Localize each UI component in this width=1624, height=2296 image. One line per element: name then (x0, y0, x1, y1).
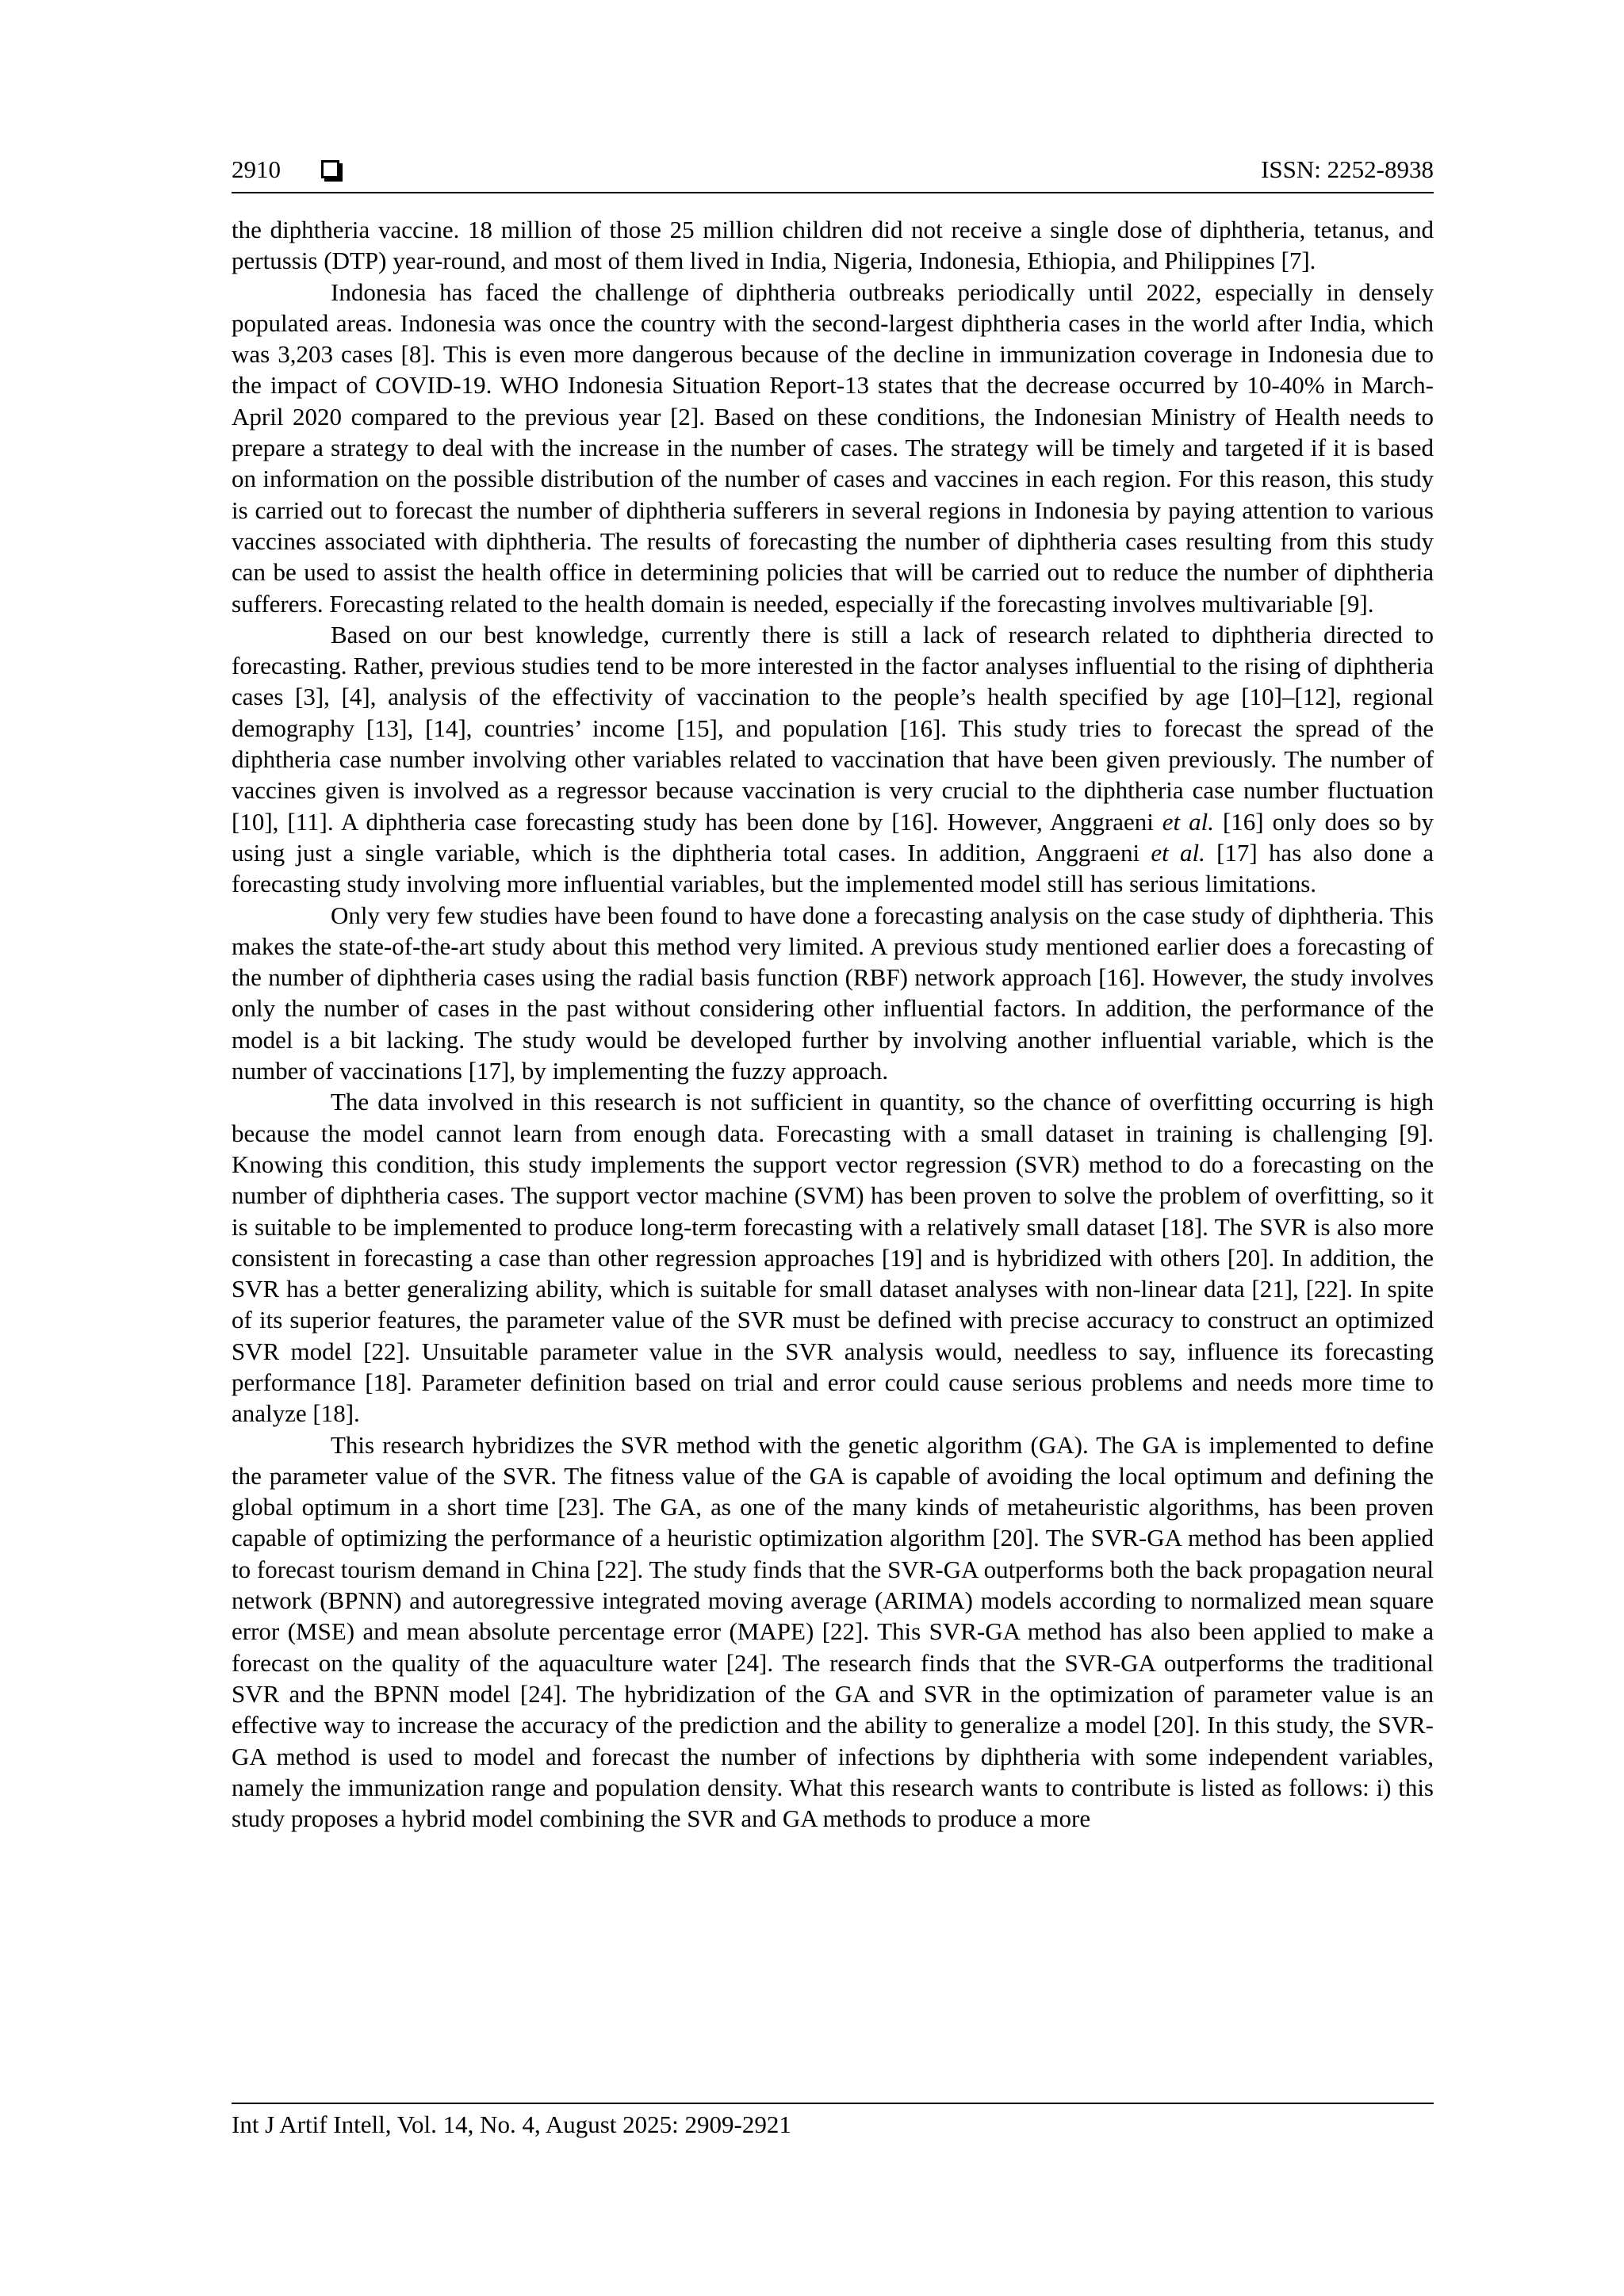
square-bullet-icon (321, 160, 339, 178)
paragraph-svr-ga-hybrid: This research hybridizes the SVR method with the genetic algorithm (GA). The GA is implemented to define the parameter value of the SVR. The fitness value of the GA is capable of avoiding the local optimum and defining the global optimum in a short time [23]. The GA, as one of the many kinds of metaheuristic algorithms, has been proven capable of optimizing the performance of a heuristic optimization algorithm [20]. The SVR-GA method has been applied to forecast tourism demand in China [22]. The study finds that the SVR-GA outperforms both the back propagation neural network (BPNN) and autoregressive integrated moving average (ARIMA) models according to normalized mean square error (MSE) and mean absolute percentage error (MAPE) [22]. This SVR-GA method has also been applied to make a forecast on the quality of the aquaculture water [24]. The research finds that the SVR-GA outperforms the traditional SVR and the BPNN model [24]. The hybridization of the GA and SVR in the optimization of parameter value is an effective way to increase the accuracy of the prediction and the ability to generalize a model [20]. In this study, the SVR-GA method is used to model and forecast the number of infections by diphtheria with some independent variables, namely the immunization range and population density. What this research wants to contribute is listed as follows: i) this study proposes a hybrid model combining the SVR and GA methods to produce a more (232, 1430, 1434, 1833)
page-footer (232, 2103, 1434, 2141)
paragraph-svr-method: The data involved in this research is not sufficient in quantity, so the chance of overfitting occurring is high because the model cannot learn from enough data. Forecasting with a small dataset in training is challenging [9]. Knowing this condition, this study implements the support vector regression (SVR) method to do a forecasting on the number of diphtheria cases. The support vector machine (SVM) has been proven to solve the problem of overfitting, so it is suitable to be implemented to produce long-term forecasting with a relatively small dataset [18]. The SVR is also more consistent in forecasting a case than other regression approaches [19] and is hybridized with others [20]. In addition, the SVR has a better generalizing ability, which is suitable for small dataset analyses with non-linear data [21], [22]. In spite of its superior features, the parameter value of the SVR must be defined with precise accuracy to construct an optimized SVR model [22]. Unsuitable parameter value in the SVR analysis would, needless to say, influence its forecasting performance [18]. Parameter definition based on trial and error could cause serious problems and needs more time to analyze [18]. (232, 1088, 1434, 1428)
issn-label: ISSN: 2252-8938 (1261, 155, 1434, 183)
paragraph-continuation: the diphtheria vaccine. 18 million of those 25 million children did not receive a single dose of diphtheria, tetanus, and pertussis (DTP) year-round, and most of them lived in India, Nigeria, Indonesia, Ethiopia, and Philippines [7]. (232, 216, 1434, 275)
italic-et-al: et al. (1162, 807, 1214, 836)
paragraph-state-of-the-art: Only very few studies have been found to have done a forecasting analysis on the case study of diphtheria. This makes the state-of-the-art study about this method very limited. A previous study mentioned earlier does a forecasting of the number of diphtheria cases using the radial basis function (RBF) network approach [16]. However, the study involves only the number of cases in the past without considering other influential factors. In addition, the performance of the model is a bit lacking. The study would be developed further by involving another influential variable, which is the number of vaccinations [17], by implementing the fuzzy approach. (232, 901, 1434, 1085)
page-number: 2910 (232, 155, 281, 183)
paragraph-text: Based on our best knowledge, currently there is still a lack of research related to diphtheria directed to forecasting. Rather, previous studies tend to be more interested in the factor analyses influential to the rising of diphtheria cases [3], [4], analysis of the effectivity of vaccination to the people’s health specified by age [10]–[12], regional demography [13], [14], countries’ income [15], and population [16]. This study tries to forecast the spread of the diphtheria case number involving other variables related to vaccination that have been given previously. The number of vaccines given is involved as a regressor because vaccination is very crucial to the diphtheria case number fluctuation [10], [11]. A diphtheria case forecasting study has been done by [16]. However, Anggraeni (232, 620, 1434, 836)
italic-et-al: et al. (1151, 838, 1205, 867)
paragraph-text: [17] has also done a forecasting study involving more influential variables, but the implemented model still has serious limitations. (232, 838, 1434, 898)
paragraph-research-gap (232, 619, 1434, 900)
journal-citation: Int J Artif Intell, Vol. 14, No. 4, August 2025: 2909-2921 (232, 2110, 791, 2138)
paragraph-indonesia-outbreaks: Indonesia has faced the challenge of diphtheria outbreaks periodically until 2022, especially in densely populated areas. Indonesia was once the country with the second-largest diphtheria cases in the world after India, which was 3,203 cases [8]. This is even more dangerous because of the decline in immunization coverage in Indonesia due to the impact of COVID-19. WHO Indonesia Situation Report-13 states that the decrease occurred by 10-40% in March-April 2020 compared to the previous year [2]. Based on these conditions, the Indonesian Ministry of Health needs to prepare a strategy to deal with the increase in the number of cases. The strategy will be timely and targeted if it is based on information on the possible distribution of the number of cases and vaccines in each region. For this reason, this study is carried out to forecast the number of diphtheria sufferers in several regions in Indonesia by paying attention to various vaccines associated with diphtheria. The results of forecasting the number of diphtheria cases resulting from this study can be used to assist the health office in determining policies that will be carried out to reduce the number of diphtheria sufferers. Forecasting related to the health domain is needed, especially if the forecasting involves multivariable [9]. (232, 277, 1434, 618)
article-body (232, 214, 1434, 1834)
paragraph-text: [16] only does so by using just a single variable, which is the diphtheria total cases. In addition, Anggraeni (232, 807, 1434, 867)
page-header (232, 154, 1434, 193)
